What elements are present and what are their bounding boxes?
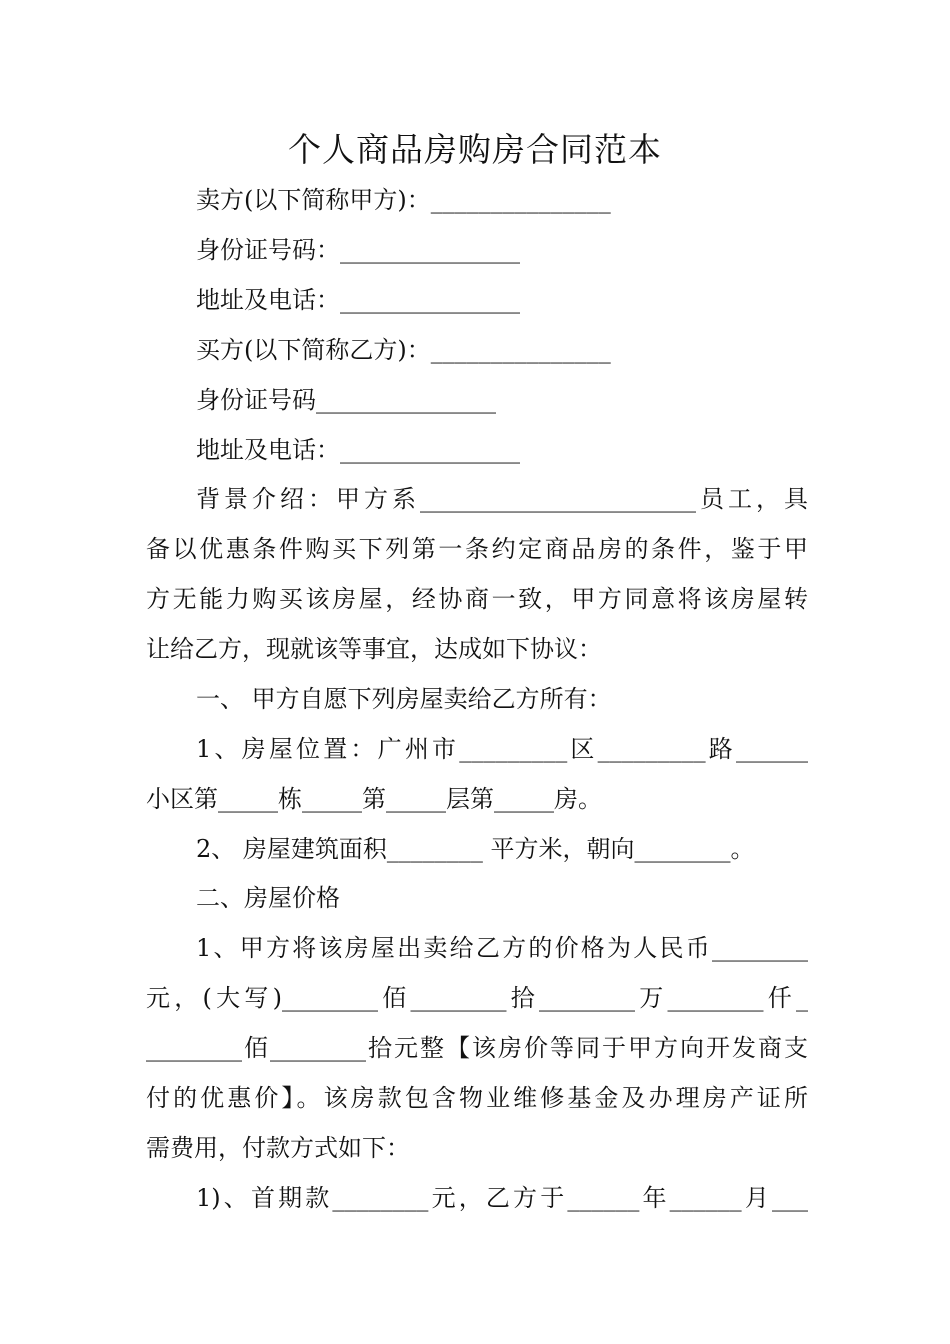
price-paragraph-line-4: 付的优惠价】。该房款包含物业维修基金及办理房产证所 bbox=[146, 1084, 808, 1112]
buyer-name-line: 买方(以下简称乙方)：_______________ bbox=[196, 336, 611, 364]
seller-name-line: 卖方(以下简称甲方)：_______________ bbox=[196, 186, 611, 214]
house-location-line-1: 1、房屋位置：广州市_________区_________路______ bbox=[196, 735, 808, 763]
house-location-line-2: 小区第_____栋_____第_____层第_____房。 bbox=[146, 785, 602, 813]
background-paragraph-line-1: 背景介绍：甲方系_______________________员工，具 bbox=[196, 485, 808, 513]
section-one-heading: 一、 甲方自愿下列房屋卖给乙方所有： bbox=[196, 685, 612, 713]
price-paragraph-line-5: 需费用，付款方式如下： bbox=[146, 1134, 410, 1162]
background-paragraph-line-4: 让给乙方，现就该等事宜，达成如下协议： bbox=[146, 635, 602, 663]
price-paragraph-line-2: 元，(大写)________佰________拾________万________仟_ bbox=[146, 984, 808, 1012]
buyer-id-line: 身份证号码_______________ bbox=[196, 386, 496, 414]
price-paragraph-line-1: 1、甲方将该房屋出卖给乙方的价格为人民币________ bbox=[196, 934, 808, 962]
house-area-line: 2、 房屋建筑面积________ 平方米，朝向________。 bbox=[196, 835, 755, 863]
document-title: 个人商品房购房合同范本 bbox=[288, 130, 662, 169]
buyer-address-line: 地址及电话：_______________ bbox=[196, 436, 520, 464]
section-two-heading: 二、房屋价格 bbox=[196, 884, 340, 912]
down-payment-line: 1)、首期款________元，乙方于______年______月___ bbox=[196, 1184, 808, 1212]
background-paragraph-line-3: 方无能力购买该房屋，经协商一致，甲方同意将该房屋转 bbox=[146, 585, 808, 613]
background-paragraph-line-2: 备以优惠条件购买下列第一条约定商品房的条件，鉴于甲 bbox=[146, 535, 808, 563]
seller-address-line: 地址及电话：_______________ bbox=[196, 286, 520, 314]
price-paragraph-line-3: ________佰________拾元整【该房价等同于甲方向开发商支 bbox=[146, 1034, 808, 1062]
seller-id-line: 身份证号码：_______________ bbox=[196, 236, 520, 264]
